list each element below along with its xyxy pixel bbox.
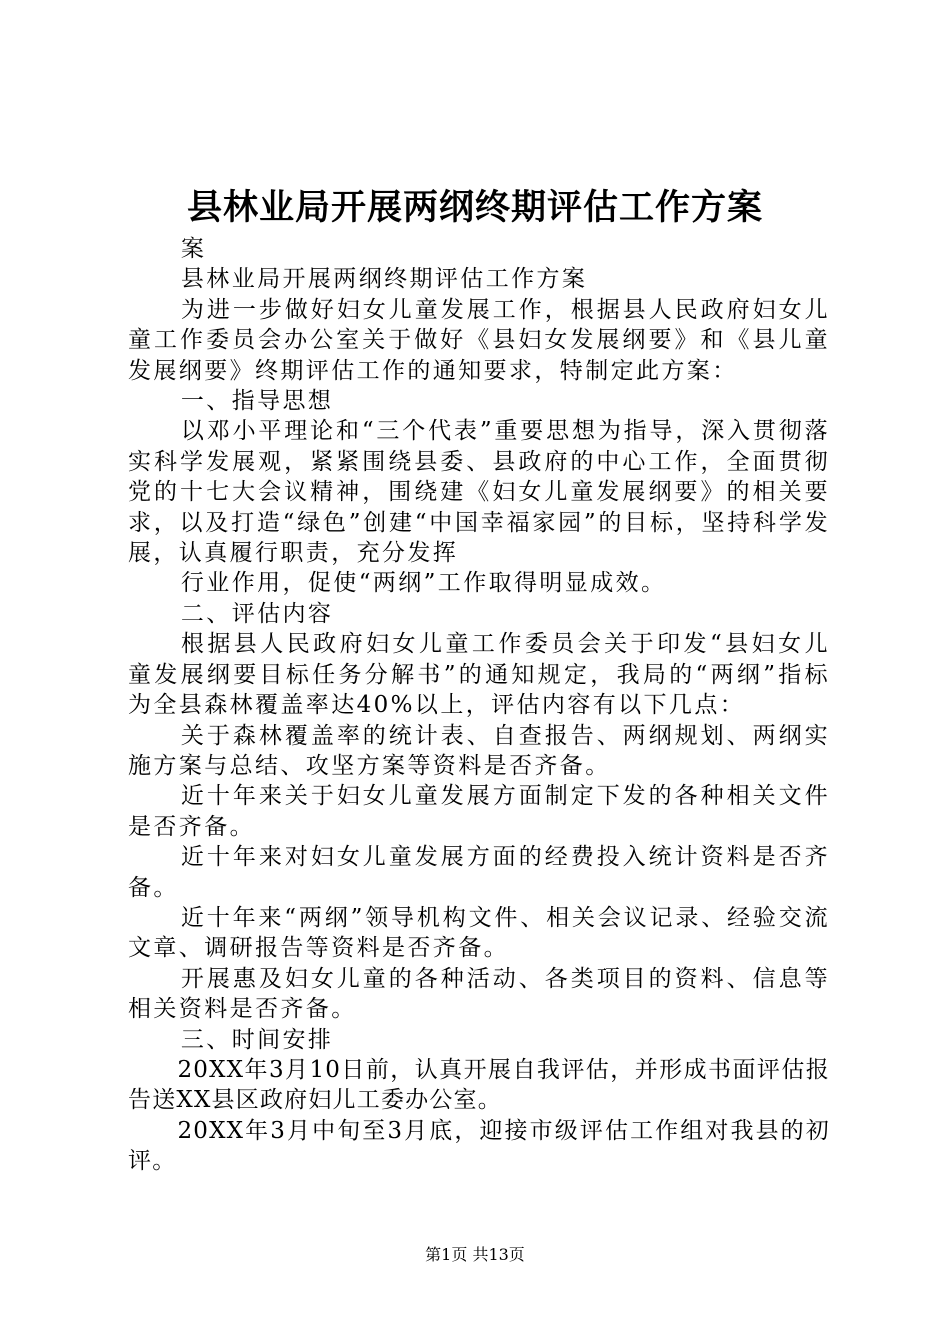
paragraph: 开展惠及妇女儿童的各种活动、各类项目的资料、信息等相关资料是否齐备。 [128,965,830,1023]
paragraph: 行业作用，促使“两纲”工作取得明显成效。 [180,570,667,597]
section-heading: 三、时间安排 [180,1026,334,1053]
paragraph: 关于森林覆盖率的统计表、自查报告、两纲规划、两纲实施方案与总结、攻坚方案等资料是否齐备。 [128,722,830,779]
section-heading: 二、评估内容 [180,600,334,627]
paragraph: 20XX年3月中旬至3月底，迎接市级评估工作组对我县的初评。 [128,1117,830,1175]
section-heading: 一、指导思想 [180,388,334,415]
paragraph: 县林业局开展两纲终期评估工作方案 [180,266,588,293]
paragraph: 案 [180,236,207,262]
paragraph: 近十年来对妇女儿童发展方面的经费投入统计资料是否齐备。 [128,844,830,901]
paragraph: 为进一步做好妇女儿童发展工作，根据县人民政府妇女儿童工作委员会办公室关于做好《县妇女发展纲要》和《县儿童发展纲要》终期评估工作的通知要求，特制定此方案： [128,296,830,384]
paragraph: 20XX年3月10日前，认真开展自我评估，并形成书面评估报告送XX县区政府妇儿工委办公室。 [128,1056,830,1114]
page-footer: 第1页 共13页 [425,1245,525,1264]
paragraph: 根据县人民政府妇女儿童工作委员会关于印发“县妇女儿童发展纲要目标任务分解书”的通知规定，我局的“两纲”指标为全县森林覆盖率达40%以上，评估内容有以下几点： [128,631,830,719]
document-title: 县林业局开展两纲终期评估工作方案 [186,187,763,228]
paragraph: 近十年来关于妇女儿童发展方面制定下发的各种相关文件是否齐备。 [128,783,830,840]
document-body [128,234,830,1177]
paragraph: 近十年来“两纲”领导机构文件、相关会议记录、经验交流文章、调研报告等资料是否齐备。 [128,904,830,962]
paragraph: 以邓小平理论和“三个代表”重要思想为指导，深入贯彻落实科学发展观，紧紧围绕县委、县政府的中心工作，全面贯彻党的十七大会议精神，围绕建《妇女儿童发展纲要》的相关要求，以及打造“绿色”创建“中国幸福家园”的目标，坚持科学发展，认真履行职责，充分发挥 [128,418,830,567]
